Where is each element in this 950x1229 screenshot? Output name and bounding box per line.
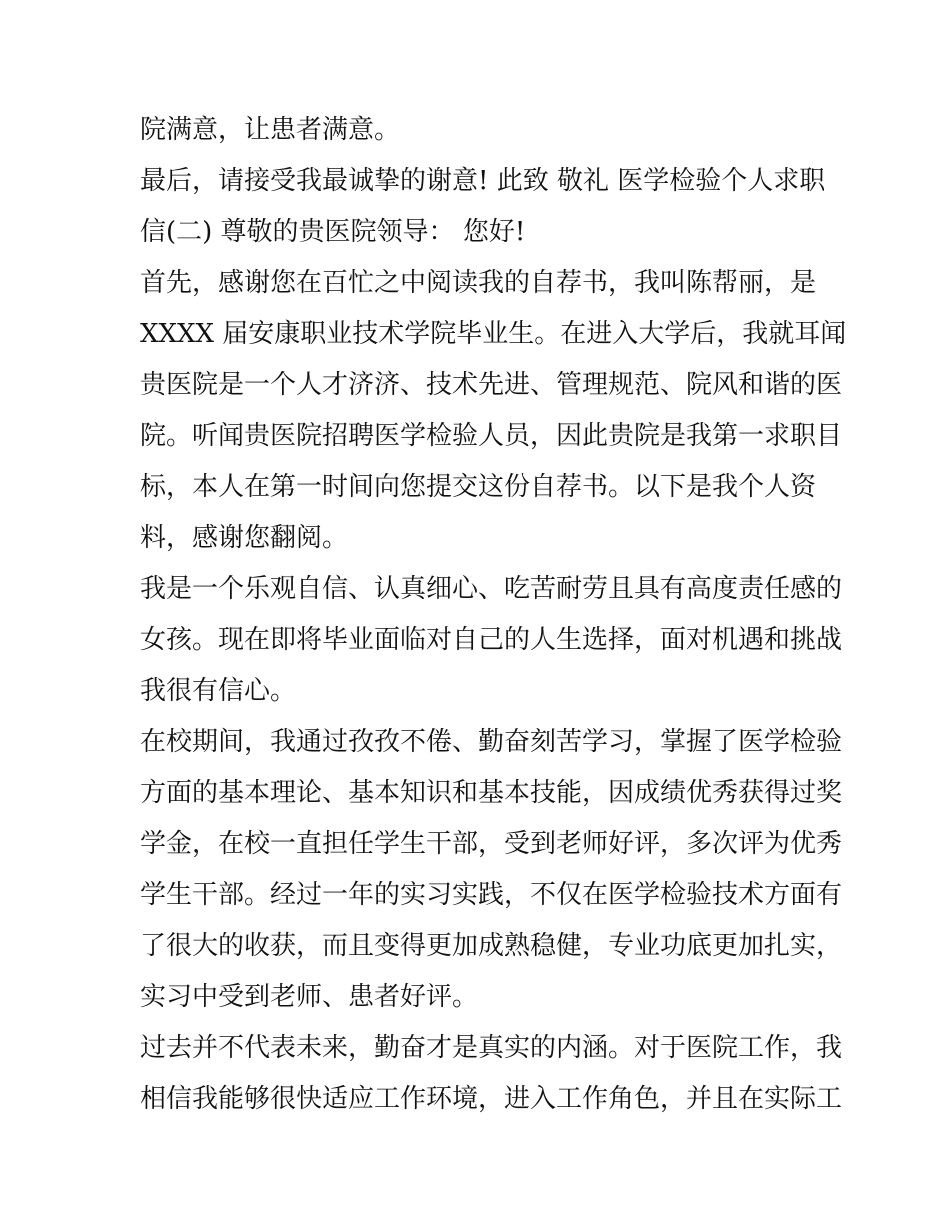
text-line-14: 方面的基本理论、基本知识和基本技能，因成绩优秀获得过奖	[140, 778, 843, 808]
text-line-10: 我是一个乐观自信、认真细心、吃苦耐劳且具有高度责任感的	[140, 574, 843, 604]
text-line-11: 女孩。现在即将毕业面临对自己的人生选择，面对机遇和挑战	[140, 625, 843, 655]
text-line-13: 在校期间，我通过孜孜不倦、勤奋刻苦学习，掌握了医学检验	[140, 727, 843, 757]
text-line-18: 实习中受到老师、患者好评。	[140, 982, 479, 1012]
text-line-16: 学生干部。经过一年的实习实践，不仅在医学检验技术方面有	[140, 880, 843, 910]
text-line-8: 标，本人在第一时间向您提交这份自荐书。以下是我个人资	[140, 472, 817, 502]
text-line-6: 贵医院是一个人才济济、技术先进、管理规范、院风和谐的医	[140, 370, 843, 400]
text-line-12: 我很有信心。	[140, 676, 297, 706]
text-line-20: 相信我能够很快适应工作环境，进入工作角色，并且在实际工	[140, 1084, 843, 1114]
text-line-19: 过去并不代表未来，勤奋才是真实的内涵。对于医院工作，我	[140, 1033, 843, 1063]
text-line-1: 院满意，让患者满意。	[140, 115, 401, 145]
text-line-3: 信(二) 尊敬的贵医院领导： 您好!	[140, 217, 526, 247]
text-line-2: 最后，请接受我最诚挚的谢意! 此致 敬礼 医学检验个人求职	[140, 166, 826, 196]
text-line-15: 学金，在校一直担任学生干部，受到老师好评，多次评为优秀	[140, 829, 843, 859]
text-line-7: 院。听闻贵医院招聘医学检验人员，因此贵院是我第一求职目	[140, 421, 843, 451]
text-line-5: XXXX 届安康职业技术学院毕业生。在进入大学后，我就耳闻	[140, 319, 847, 349]
text-line-4: 首先，感谢您在百忙之中阅读我的自荐书，我叫陈帮丽，是	[140, 268, 817, 298]
letter-body	[140, 105, 847, 1125]
text-line-9: 料，感谢您翻阅。	[140, 523, 349, 553]
text-line-17: 了很大的收获，而且变得更加成熟稳健，专业功底更加扎实，	[140, 931, 843, 961]
